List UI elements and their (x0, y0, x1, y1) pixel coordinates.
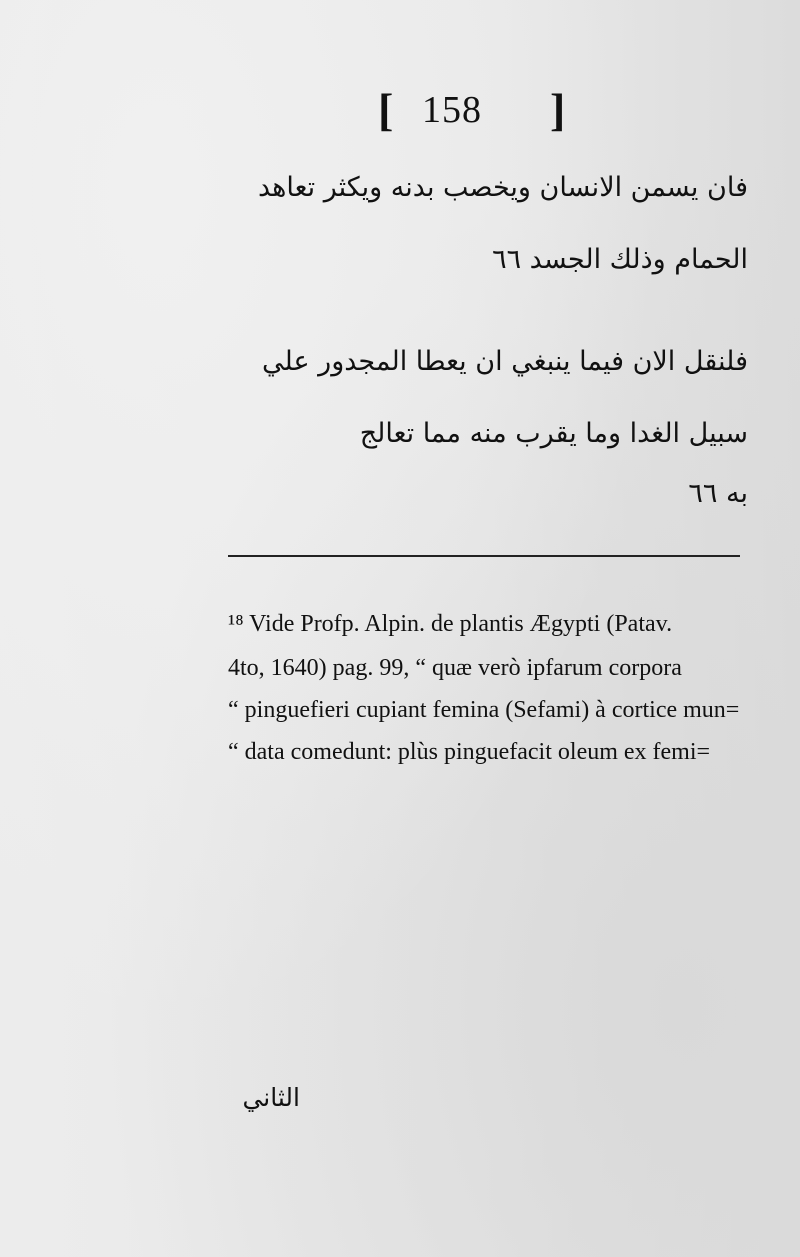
arabic-text-line-4: سبيل الغدا وما يقرب منه مما تعالج (359, 418, 748, 449)
arabic-text-line-1: فان يسمن الانسان ويخصب بدنه ويكثر تعاهد (257, 172, 748, 203)
arabic-text-line-5: به ٦٦ (688, 478, 748, 509)
page-header (378, 84, 578, 136)
footnote-line-3: “ pinguefieri cupiant femina (Sefami) à cortice mun= (228, 697, 740, 723)
footnote-line-4: “ data comedunt: plùs pinguefacit oleum ex femi= (228, 739, 711, 765)
footnote-line-2: 4to, 1640) pag. 99, “ quæ verò ipfarum corpora (228, 655, 682, 681)
header-bracket-right: ] (550, 84, 566, 135)
show-through-texture (200, 150, 770, 1150)
footnote-separator-rule (228, 555, 740, 557)
footnote-line-1: ¹⁸ Vide Profp. Alpin. de plantis Ægypti (Patav. (228, 611, 673, 637)
arabic-text-line-2: الحمام وذلك الجسد ٦٦ (492, 244, 748, 275)
header-bracket-left: [ (378, 84, 394, 135)
page-number: 158 (422, 89, 482, 131)
catchword: الثاني (242, 1083, 300, 1112)
arabic-text-line-3: فلنقل الان فيما ينبغي ان يعطا المجدور علي (262, 346, 748, 377)
